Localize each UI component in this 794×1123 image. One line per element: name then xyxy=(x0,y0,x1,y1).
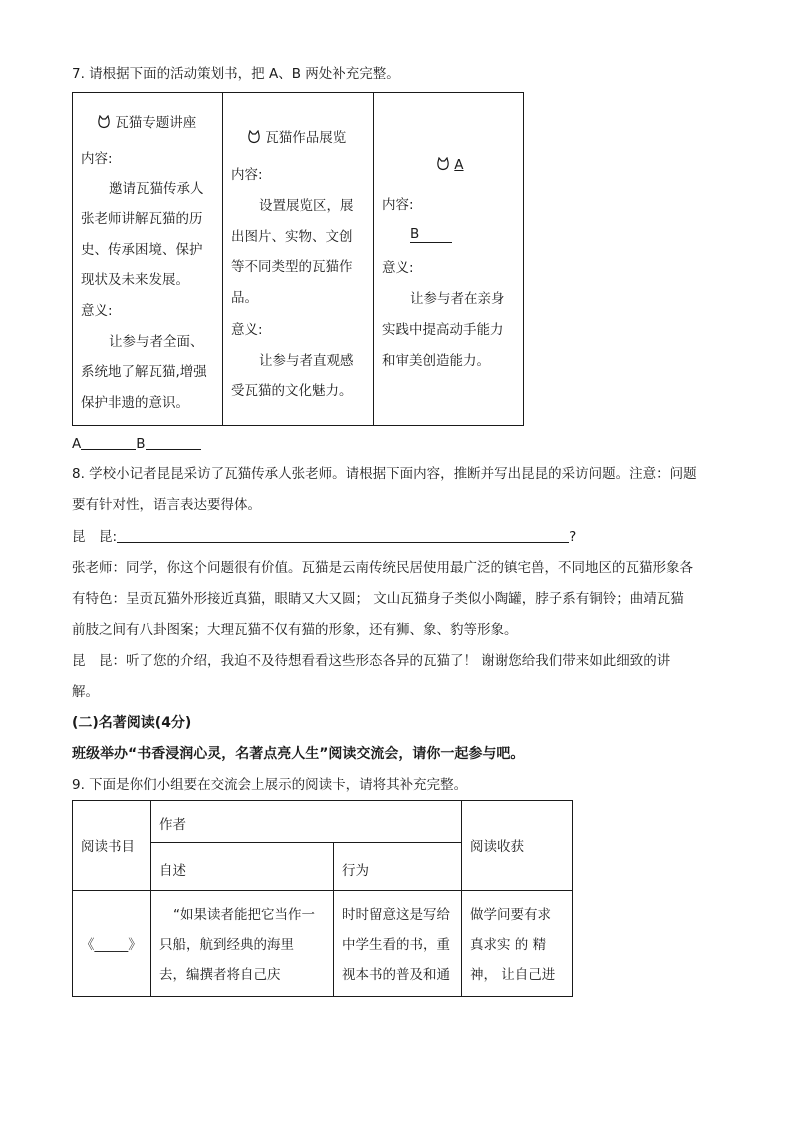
q8-kunkun-question: 昆 昆: ? xyxy=(72,529,577,545)
section-intro: 班级举办“书香浸润心灵，名著点亮人生”阅读交流会，请你一起参与吧。 xyxy=(72,746,525,762)
lecture-meaning-line: 让参与者全面、 xyxy=(109,334,204,350)
col-a-meaning-line: 实践中提高动手能力 xyxy=(382,322,504,338)
cat-icon xyxy=(97,115,111,129)
header-author: 作者 xyxy=(151,801,462,843)
exhibition-title: 瓦猫作品展览 xyxy=(247,126,346,146)
lecture-meaning-line: 保护非遗的意识。 xyxy=(81,395,189,411)
q8-prompt-line: 8. 学校小记者昆昆采访了瓦猫传承人张老师。请根据下面内容，推断并写出昆昆的采访问题。注意：问题 xyxy=(72,466,697,482)
exhibition-content-label: 内容: xyxy=(231,167,263,183)
blank-a-marker: A xyxy=(454,157,464,173)
lecture-title: 瓦猫专题讲座 xyxy=(97,111,196,131)
lecture-content-line: 史、传承困境、保护 xyxy=(81,242,203,258)
header-book: 阅读书目 xyxy=(73,801,151,891)
answer-b-blank[interactable] xyxy=(146,449,201,450)
plan-col-a xyxy=(374,93,524,426)
blank-b-marker: B xyxy=(410,224,452,243)
lecture-content-line: 张老师讲解瓦猫的历 xyxy=(81,211,203,227)
kunkun-question-blank[interactable] xyxy=(117,542,569,543)
exhibition-content-line: 出图片、实物、文创 xyxy=(231,229,353,245)
col-a-title xyxy=(436,157,464,173)
gain-cell: 做学问要有求 真求实 的 精 神， 让自己进 xyxy=(462,891,573,997)
col-a-meaning-line: 让参与者在亲身 xyxy=(410,291,505,307)
lecture-content-line: 邀请瓦猫传承人 xyxy=(109,181,204,197)
lecture-content-line: 现状及未来发展。 xyxy=(81,272,189,288)
q8-teacher-line: 有特色：呈贡瓦猫外形接近真猫，眼睛又大又圆； 文山瓦猫身子类似小陶罐，脖子系有铜铃；曲靖瓦猫 xyxy=(72,591,684,607)
book-title-blank[interactable]: 《_____》 xyxy=(73,891,151,997)
lecture-meaning-line: 系统地了解瓦猫,增强 xyxy=(81,364,207,380)
self-statement-cell: “如果读者能把它当作一 只船，航到经典的海里 去，编撰者将自己庆 xyxy=(151,891,334,997)
col-a-meaning-line: 和审美创造能力。 xyxy=(382,353,490,369)
header-behavior: 行为 xyxy=(334,843,462,891)
answer-a-blank[interactable] xyxy=(81,449,136,450)
q9-prompt: 9. 下面是你们小组要在交流会上展示的阅读卡，请将其补充完整。 xyxy=(72,777,468,793)
col-a-meaning-label: 意义: xyxy=(382,260,414,276)
q8-teacher-line: 前肢之间有八卦图案；大理瓦猫不仅有猫的形象，还有狮、象、豹等形象。 xyxy=(72,622,518,638)
q8-prompt-line: 要有针对性，语言表达要得体。 xyxy=(72,497,261,513)
q8-teacher-line: 张老师：同学，你这个问题很有价值。瓦猫是云南传统民居使用最广泛的镇宅兽，不同地区的瓦猫形象各 xyxy=(72,560,693,576)
section-heading: (二)名著阅读(4分) xyxy=(72,715,192,731)
q7-plan-table xyxy=(72,92,524,426)
q7-answer-line: A B xyxy=(72,434,201,454)
q9-reading-card-table xyxy=(72,800,573,997)
exhibition-content-line: 品。 xyxy=(231,290,258,306)
behavior-cell: 时时留意这是写给 中学生看的书，重 视本书的普及和通 xyxy=(334,891,462,997)
cat-icon xyxy=(247,130,261,144)
q8-kunkun-reply-line: 昆 昆：听了您的介绍，我迫不及待想看看这些形态各异的瓦猫了！ 谢谢您给我们带来如此细致的讲 xyxy=(72,653,671,669)
cat-icon xyxy=(436,157,450,171)
exhibition-content-line: 设置展览区，展 xyxy=(259,198,354,214)
lecture-meaning-label: 意义: xyxy=(81,303,113,319)
exhibition-meaning-label: 意义: xyxy=(231,322,263,338)
plan-col-lecture xyxy=(73,93,223,426)
header-gain: 阅读收获 xyxy=(462,801,573,891)
exhibition-content-line: 等不同类型的瓦猫作 xyxy=(231,259,353,275)
q7-prompt: 7. 请根据下面的活动策划书，把 A、B 两处补充完整。 xyxy=(72,66,400,82)
exhibition-meaning-line: 受瓦猫的文化魅力。 xyxy=(231,383,353,399)
q8-kunkun-reply-line: 解。 xyxy=(72,684,99,700)
exhibition-meaning-line: 让参与者直观感 xyxy=(259,353,354,369)
lecture-content-label: 内容: xyxy=(81,151,113,167)
header-self-statement: 自述 xyxy=(151,843,334,891)
col-a-content-label: 内容: xyxy=(382,197,414,213)
plan-col-exhibition xyxy=(223,93,374,426)
